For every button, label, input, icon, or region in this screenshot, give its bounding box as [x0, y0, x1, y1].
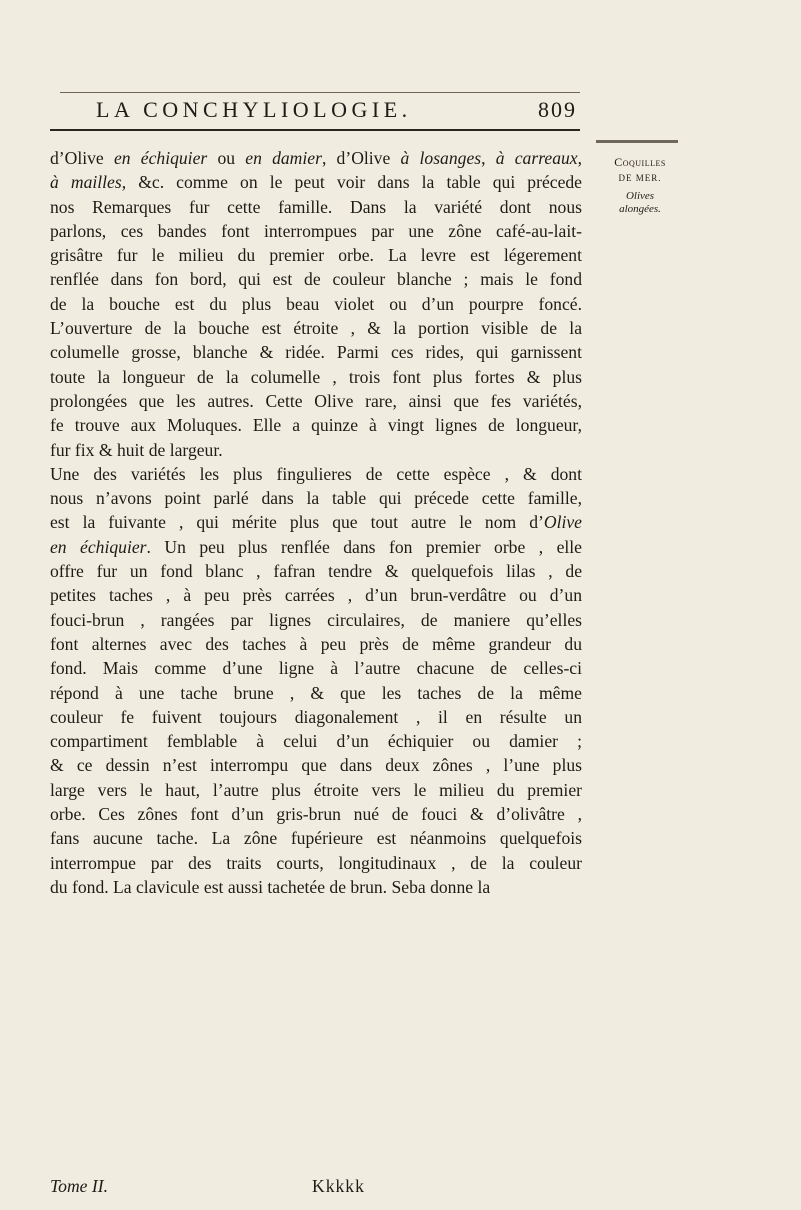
marginalia [590, 154, 690, 216]
text-line [50, 729, 582, 753]
text-line [50, 365, 582, 389]
text-line [50, 510, 582, 534]
text-line [50, 656, 582, 680]
page-footer [50, 1176, 582, 1197]
text-line [50, 462, 582, 486]
text-line [50, 195, 582, 219]
text-run: fe trouve aux Moluques. Elle a quinze à vingt lignes de longueur, [50, 415, 582, 436]
text-line [50, 681, 582, 705]
text-line [50, 170, 582, 194]
text-run: & ce dessin n’est interrompu que dans deux zônes , l’une plus [50, 755, 582, 776]
text-run: couleur fe fuivent toujours diagonalement , il en résulte un [50, 706, 582, 727]
text-run: columelle grosse, blanche & ridée. Parmi ces rides, qui garnissent [50, 342, 582, 363]
text-run: d’Olive [50, 148, 114, 168]
page-number: 809 [538, 97, 577, 122]
text-run: , d’Olive [321, 148, 401, 168]
marginalia-section: Coquilles [614, 155, 666, 169]
text-run: . Un peu plus renflée dans fon premier orbe , elle [146, 536, 582, 557]
text-run: prolongées que les autres. Cette Olive rare, ainsi que fes variétés, [50, 390, 582, 411]
text-run: fouci-brun , rangées par lignes circulaires, de maniere qu’elles [50, 609, 582, 630]
text-line [50, 753, 582, 777]
italic-run: Olive [543, 512, 582, 533]
text-line [50, 778, 582, 802]
text-line [50, 486, 582, 510]
text-run: renflée dans fon bord, qui est de couleur blanche ; mais le fond [50, 269, 582, 290]
text-line [50, 559, 582, 583]
text-line [50, 583, 582, 607]
italic-run: en échiquier [50, 536, 147, 557]
text-line [50, 608, 582, 632]
text-run: orbe. Ces zônes font d’un gris-brun nué de fouci & d’olivâtre , [50, 804, 582, 825]
text-line [50, 219, 582, 243]
text-line [50, 146, 582, 170]
header-top-rule [60, 92, 580, 93]
text-run: toute la longueur de la columelle , trois font plus fortes & plus [50, 366, 582, 387]
text-run: , [481, 148, 496, 168]
text-line [50, 851, 582, 875]
text-line [50, 705, 582, 729]
text-run: large vers le haut, l’autre plus étroite vers le milieu du premier [50, 779, 582, 800]
text-run: fur fix & huit de largeur. [50, 439, 223, 460]
text-run: , &c. comme on le peut voir dans la table qui précede [121, 172, 582, 193]
text-line [50, 340, 582, 364]
running-head: LA CONCHYLIOLOGIE. [96, 97, 412, 122]
marginalia-subsection: DE MER. [618, 173, 662, 183]
text-line [50, 438, 582, 462]
text-line [50, 875, 582, 899]
text-line [50, 632, 582, 656]
italic-run: à mailles [50, 172, 122, 193]
text-line [50, 267, 582, 291]
text-run: parlons, ces bandes font interrompues par une zône café-au-lait- [50, 220, 582, 241]
text-line [50, 243, 582, 267]
text-run: nous n’avons point parlé dans la table qui précede cette famille, [50, 488, 582, 509]
text-run: de la bouche est du plus beau violet ou d’un pourpre foncé. [50, 293, 582, 314]
text-run: ou [207, 148, 246, 168]
italic-run: à losanges [400, 148, 482, 168]
marginalia-rule [596, 140, 678, 143]
text-run: fans aucune tache. La zône fupérieure est néanmoins quelquefois [50, 828, 582, 849]
text-run: grisâtre fur le milieu du premier orbe. La levre est légerement [50, 245, 582, 266]
text-run: offre fur un fond blanc , fafran tendre & quelquefois lilas , de [50, 561, 582, 582]
text-line [50, 535, 582, 559]
text-line [50, 389, 582, 413]
text-line [50, 802, 582, 826]
text-line [50, 316, 582, 340]
printer-signature: Kkkkk [312, 1176, 365, 1196]
text-line [50, 826, 582, 850]
text-run: répond à une tache brune , & que les taches de la même [50, 682, 582, 703]
italic-run: en échiquier [113, 148, 208, 168]
marginalia-topic: Olives [625, 190, 655, 202]
header-rule [50, 129, 580, 131]
text-run: interrompue par des traits courts, longitudinaux , de la couleur [50, 852, 582, 873]
text-run: L’ouverture de la bouche est étroite , & la portion visible de la [50, 318, 582, 339]
text-line [50, 413, 582, 437]
volume-label: Tome II. [50, 1176, 108, 1196]
text-run: compartiment femblable à celui d’un échiquier ou damier ; [50, 731, 582, 752]
text-run: Une des variétés les plus fingulieres de cette espèce , & dont [50, 463, 582, 484]
text-run: fond. Mais comme d’une ligne à l’autre chacune de celles-ci [50, 658, 582, 679]
text-run: est la fuivante , qui mérite plus que tout autre le nom d’ [50, 512, 544, 533]
italic-run: en damier [245, 148, 322, 168]
marginalia-topic-cont: alongées. [619, 203, 661, 215]
text-run: font alternes avec des taches à peu près de même grandeur du [50, 633, 582, 654]
text-run: du fond. La clavicule est aussi tachetée de brun. Seba donne la [50, 876, 491, 897]
text-line [50, 292, 582, 316]
text-run: nos Remarques fur cette famille. Dans la variété dont nous [50, 196, 582, 217]
text-run: , [577, 148, 583, 168]
italic-run: à carreaux [495, 148, 578, 168]
text-run: petites taches , à peu près carrées , d’un brun-verdâtre ou d’un [50, 585, 582, 606]
body-text [50, 146, 582, 899]
